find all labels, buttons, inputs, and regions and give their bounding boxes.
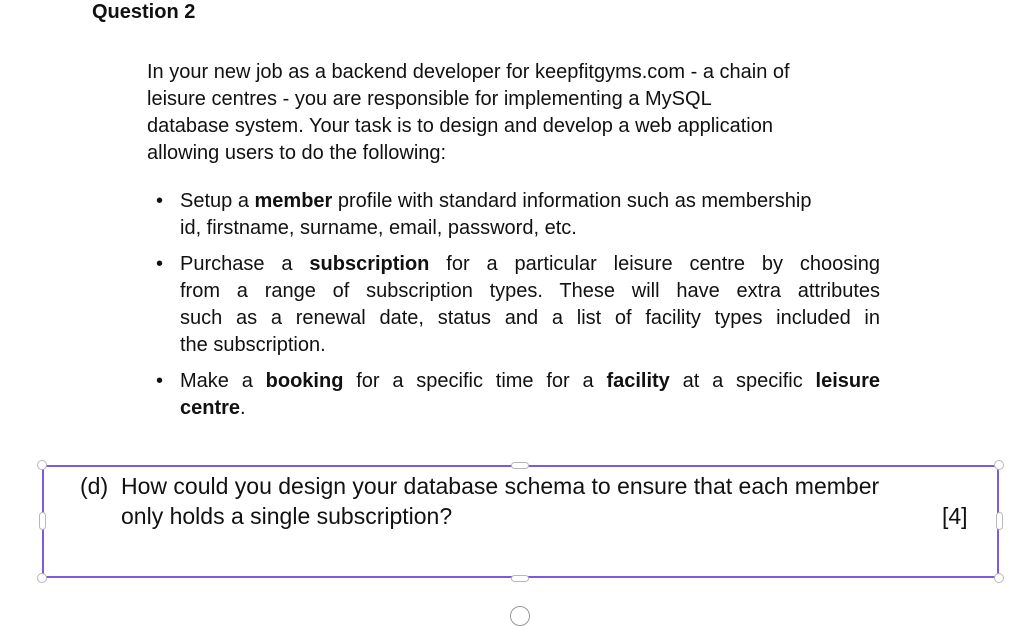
rotate-handle-icon[interactable] (510, 606, 530, 626)
bullet-icon: • (156, 190, 164, 212)
intro-paragraph (147, 59, 867, 167)
bullet-text: . (240, 397, 246, 419)
bullet-booking (150, 368, 880, 422)
resize-handle-top[interactable] (511, 462, 529, 469)
bullet-text: for a specific time for a (343, 370, 607, 392)
part-d-line: How could you design your database schema to ensure that each member (121, 473, 880, 499)
bullet-icon: • (156, 253, 164, 275)
intro-line: In your new job as a backend developer for keepfitgyms.com - a chain of (147, 61, 790, 83)
bullet-keyword: facility (606, 370, 670, 392)
bullet-text: for a particular leisure centre by choosing (429, 253, 880, 275)
bullet-keyword: member (254, 190, 333, 212)
bullet-keyword: subscription (309, 253, 430, 275)
requirements-list (150, 188, 880, 431)
resize-handle-bottom-left[interactable] (37, 573, 47, 583)
bullet-icon: • (156, 370, 164, 392)
bullet-keyword: centre (180, 397, 241, 419)
bullet-member (150, 188, 880, 242)
bullet-text: id, firstname, surname, email, password, etc. (180, 217, 577, 239)
bullet-text: from a range of subscription types. These will have extra attributes (180, 280, 880, 302)
bullet-text: Purchase a (180, 253, 310, 275)
bullet-text: such as a renewal date, status and a list of facility types included in (180, 307, 880, 329)
resize-handle-bottom-right[interactable] (994, 573, 1004, 583)
part-d-marks: [4] (942, 503, 968, 529)
part-d-line: only holds a single subscription? (121, 503, 453, 529)
resize-handle-bottom[interactable] (511, 575, 529, 582)
resize-handle-left[interactable] (39, 512, 46, 530)
resize-handle-top-right[interactable] (994, 460, 1004, 470)
resize-handle-top-left[interactable] (37, 460, 47, 470)
bullet-text: Setup a (180, 190, 255, 212)
bullet-text: at a specific (669, 370, 816, 392)
intro-line: database system. Your task is to design and develop a web application (147, 115, 773, 137)
bullet-text: Make a (180, 370, 266, 392)
bullet-keyword: booking (265, 370, 344, 392)
bullet-keyword: leisure (815, 370, 880, 392)
intro-line: leisure centres - you are responsible for implementing a MySQL (147, 88, 712, 110)
question-heading: Question 2 (92, 1, 196, 23)
bullet-text: the subscription. (180, 334, 326, 356)
part-d-label: (d) (80, 473, 109, 499)
part-d-text (121, 471, 879, 531)
resize-handle-right[interactable] (996, 512, 1003, 530)
bullet-text: profile with standard information such as membership (332, 190, 812, 212)
intro-line: allowing users to do the following: (147, 142, 447, 164)
bullet-subscription (150, 251, 880, 359)
